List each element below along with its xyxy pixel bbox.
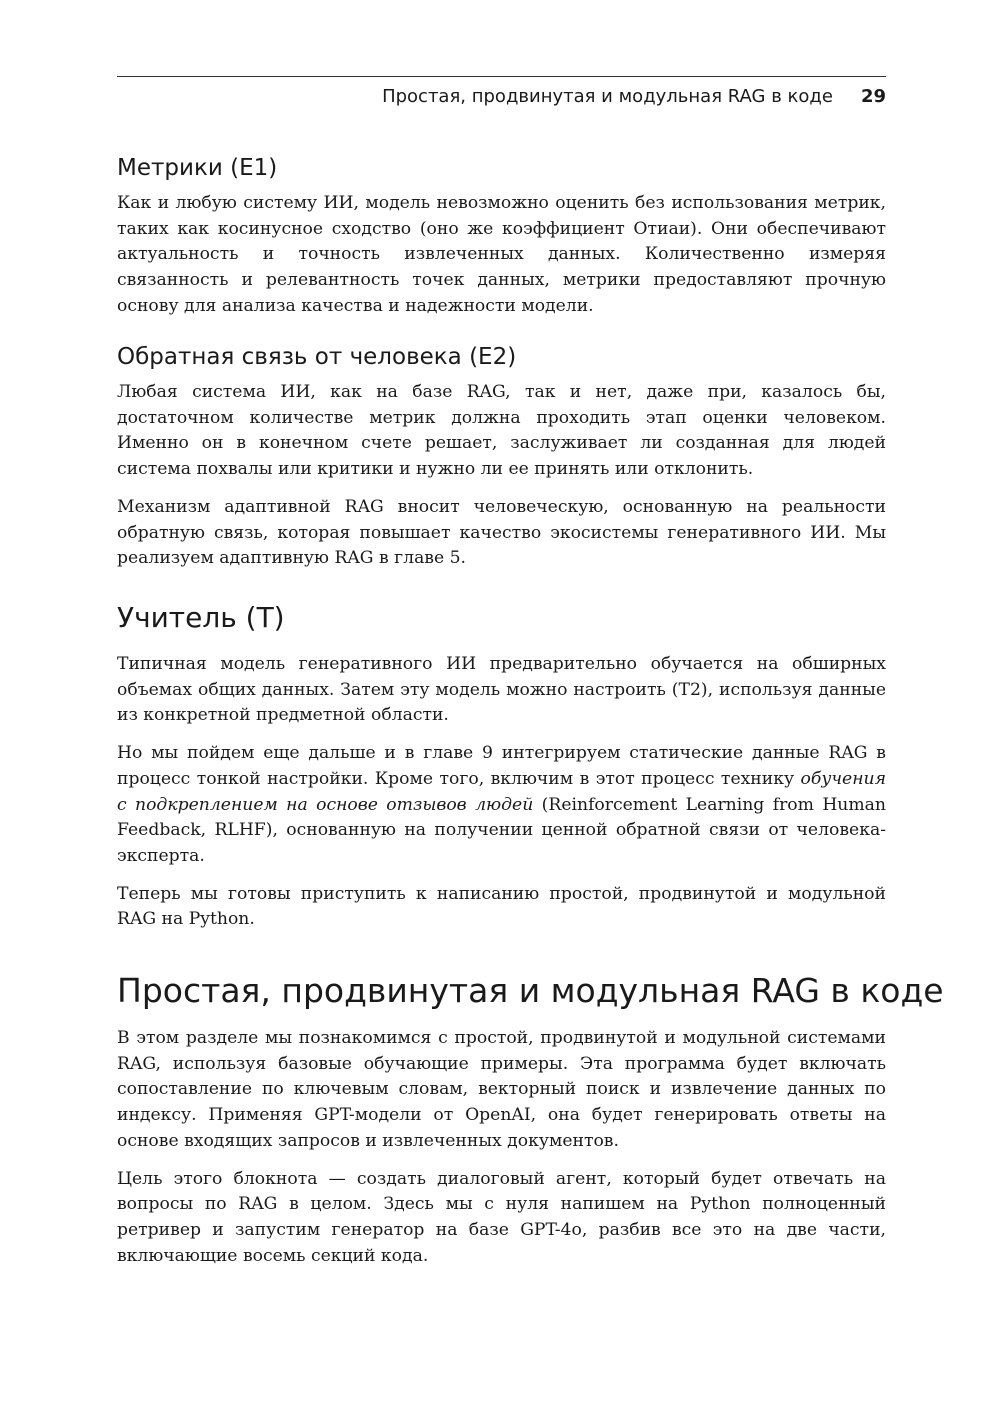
metrics-paragraph-1: Как и любую систему ИИ, модель невозможно оценить без использования метрик, таких как косинусное сходство (оно же коэффициент Отиаи). Они обеспечивают актуальность и точность извлеченных данных. Количественно измеряя связанность и релевантность точек данных, метрики предоставляют прочную основу для анализа качества и надежности модели. (117, 193, 886, 316)
human-feedback-paragraph-2: Механизм адаптивной RAG вносит человеческую, основанную на реальности обратную связь, которая повышает качество экосистемы генеративного ИИ. Мы реализуем адаптивную RAG в главе 5. (117, 496, 886, 569)
human-feedback-paragraph-1: Любая система ИИ, как на базе RAG, так и нет, даже при, казалось бы, достаточном количестве метрик должна проходить этап оценки человеком. Именно он в конечном счете решает, заслуживает ли созданная для людей система похвалы или критики и нужно ли ее принять или отклонить. (117, 382, 886, 480)
section-teacher (117, 600, 886, 933)
rag-in-code-paragraph-2: Цель этого блокнота — создать диалоговый агент, который будет отвечать на вопросы по RAG в целом. Здесь мы с нуля напишем на Python полноценный ретривер и запустим генератор на базе GPT-4o, разбив все это на две части, включающие восемь секций кода. (117, 1168, 886, 1266)
rlhf-term-emphasis: обучения с подкреплением на основе отзывов людей (117, 768, 886, 815)
teacher-paragraph-2 (117, 741, 886, 870)
running-head-title: Простая, продвинутая и модульная RAG в коде (382, 86, 833, 107)
teacher-paragraph-1: Типичная модель генеративного ИИ предварительно обучается на обширных объемах общих данных. Затем эту модель можно настроить (T2), используя данные из конкретной предметной области. (117, 654, 886, 726)
teacher-paragraph-2-end: (Reinforcement Learning from Human Feedback, RLHF), основанную на получении ценной обратной связи от человека-эксперта. (117, 794, 886, 866)
section-heading-human-feedback: Обратная связь от человека (E2) (117, 344, 517, 370)
section-rag-in-code (117, 970, 944, 1269)
chapter-heading-rag-in-code: Простая, продвинутая и модульная RAG в коде (117, 971, 944, 1010)
teacher-paragraph-2-start: Но мы пойдем еще дальше и в главе 9 интегрируем статические данные RAG в процесс тонкой настройки. Кроме того, включим в этот процесс технику (117, 743, 886, 789)
page-number: 29 (860, 86, 886, 107)
teacher-paragraph-3: Теперь мы готовы приступить к написанию простой, продвинутой и модульной RAG на Python. (117, 883, 886, 930)
section-metrics (117, 153, 886, 320)
section-heading-metrics: Метрики (E1) (117, 155, 278, 181)
rag-in-code-paragraph-1: В этом разделе мы познакомимся с простой, продвинутой и модульной системами RAG, используя базовые обучающие примеры. Эта программа будет включать сопоставление по ключевым словам, векторный поиск и извлечение данных по индексу. Применяя GPT-модели от OpenAI, она будет генерировать ответы на основе входящих запросов и извлеченных документов. (117, 1028, 886, 1151)
section-heading-teacher: Учитель (T) (117, 601, 285, 634)
running-head (117, 76, 886, 111)
section-human-feedback (117, 342, 886, 572)
